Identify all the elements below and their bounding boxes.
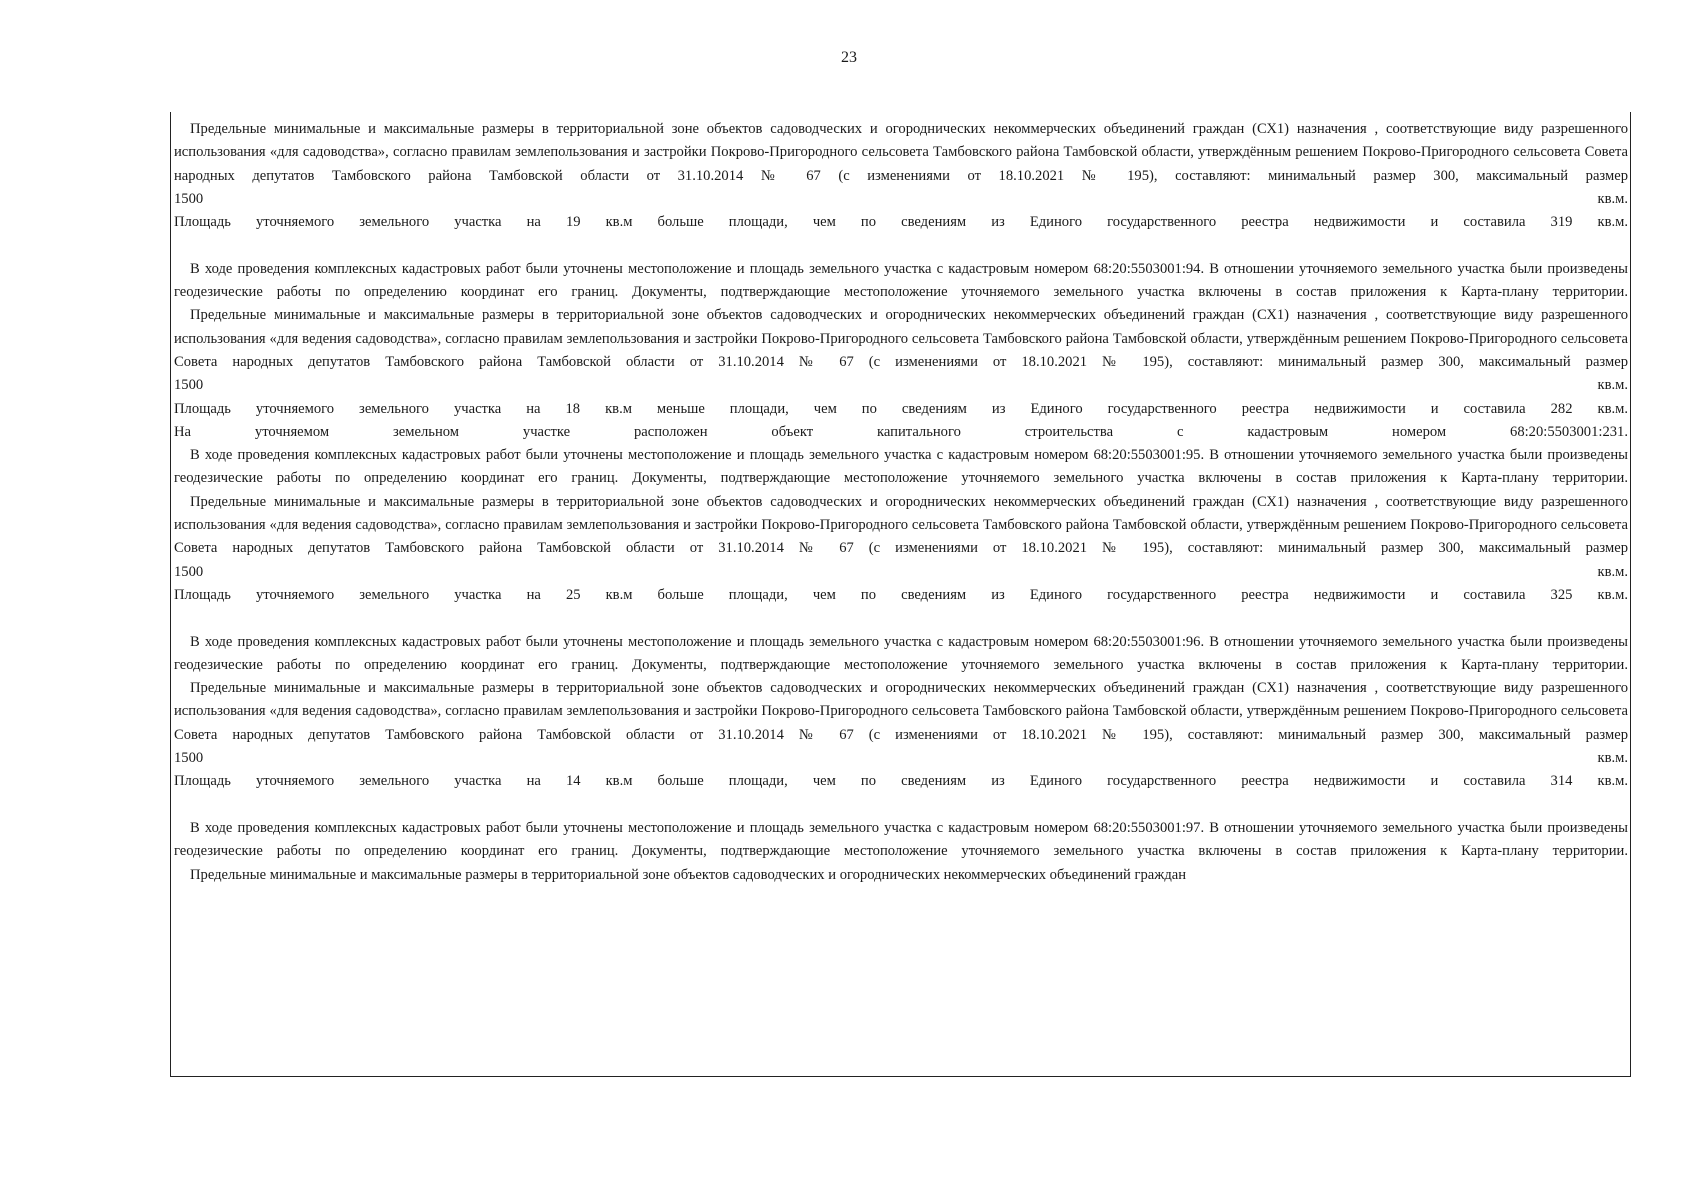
zone-size-paragraph: Предельные минимальные и максимальные размеры в территориальной зоне объектов садоводческих и огороднических некоммерческих объединений граждан (СХ1) назначения , соответствующие виду разрешенного использования «для ведения садоводства», согласно правилам землепользования и застройки Покрово-Пригородного сельсовета Тамбовского района Тамбовской области, утверждённым решением Покрово-Пригородного сельсовета Совета народных депутатов Тамбовского района Тамбовской области от 31.10.2014 № 67 (с изменениями от 18.10.2021 № 195), составляют: минимальный размер 300, максимальный размер bbox=[174, 307, 1628, 370]
cadastral-works-paragraph: В ходе проведения комплексных кадастровых работ были уточнены местоположение и площадь земельного участка с кадастровым номером 68:20:5503001:96. В отношении уточняемого земельного участка были произведены геодезические работы по определению координат его границ. Документы, подтверждающие местоположение уточняемого земельного участка включены в состав приложения к Карта-плану территории. bbox=[174, 633, 1628, 673]
zone-size-paragraph: Предельные минимальные и максимальные размеры в территориальной зоне объектов садоводческих и огороднических некоммерческих объединений граждан (СХ1) назначения , соответствующие виду разрешенного использования «для ведения садоводства», согласно правилам землепользования и застройки Покрово-Пригородного сельсовета Тамбовского района Тамбовской области, утверждённым решением Покрово-Пригородного сельсовета Совета народных депутатов Тамбовского района Тамбовской области от 31.10.2014 № 67 (с изменениями от 18.10.2021 № 195), составляют: минимальный размер 300, максимальный размер bbox=[174, 493, 1628, 557]
size-value: 1500 bbox=[174, 563, 204, 580]
cadastral-works-paragraph: В ходе проведения комплексных кадастровых работ были уточнены местоположение и площадь земельного участка с кадастровым номером 68:20:5503001:95. В отношении уточняемого земельного участка были произведены геодезические работы по определению координат его границ. Документы, подтверждающие местоположение уточняемого земельного участка включены в состав приложения к Карта-плану территории. bbox=[174, 447, 1628, 487]
size-unit: кв.м. bbox=[1597, 377, 1628, 394]
capital-object-paragraph: На уточняемом земельном участке расположен объект капитального строительства с кадастровым номером 68:20:5503001:231. bbox=[174, 423, 1628, 440]
document-text-frame bbox=[170, 112, 1631, 1077]
cadastral-works-paragraph: В ходе проведения комплексных кадастровых работ были уточнены местоположение и площадь земельного участка с кадастровым номером 68:20:5503001:94. В отношении уточняемого земельного участка были произведены геодезические работы по определению координат его границ. Документы, подтверждающие местоположение уточняемого земельного участка включены в состав приложения к Карта-плану территории. bbox=[174, 260, 1628, 301]
area-paragraph: Площадь уточняемого земельного участка на 19 кв.м больше площади, чем по сведениям из Единого государственного реестра недвижимости и составила 319 кв.м. bbox=[174, 214, 1628, 231]
size-range-line bbox=[174, 747, 1628, 770]
blank-line bbox=[174, 794, 1628, 817]
size-value: 1500 bbox=[174, 750, 204, 767]
zone-size-paragraph: Предельные минимальные и максимальные размеры в территориальной зоне объектов садоводческих и огороднических некоммерческих объединений граждан (СХ1) назначения , соответствующие виду разрешенного использования «для садоводства», согласно правилам землепользования и застройки Покрово-Пригородного сельсовета Тамбовского района Тамбовской области, утверждённым решением Покрово-Пригородного сельсовета Совета народных депутатов Тамбовского района Тамбовской области от 31.10.2014 № 67 (с изменениями от 18.10.2021 № 195), составляют: минимальный размер 300, максимальный размер bbox=[174, 121, 1628, 184]
size-value: 1500 bbox=[174, 190, 204, 207]
size-range-line bbox=[174, 561, 1628, 584]
area-paragraph: Площадь уточняемого земельного участка на 25 кв.м больше площади, чем по сведениям из Единого государственного реестра недвижимости и составила 325 кв.м. bbox=[174, 586, 1628, 603]
size-unit: кв.м. bbox=[1597, 190, 1628, 207]
size-unit: кв.м. bbox=[1597, 563, 1628, 580]
size-value: 1500 bbox=[174, 377, 204, 394]
zone-size-paragraph: Предельные минимальные и максимальные размеры в территориальной зоне объектов садоводческих и огороднических некоммерческих объединений граждан (СХ1) назначения , соответствующие виду разрешенного использования «для ведения садоводства», согласно правилам землепользования и застройки Покрово-Пригородного сельсовета Тамбовского района Тамбовской области, утверждённым решением Покрово-Пригородного сельсовета Совета народных депутатов Тамбовского района Тамбовской области от 31.10.2014 № 67 (с изменениями от 18.10.2021 № 195), составляют: минимальный размер 300, максимальный размер bbox=[174, 680, 1628, 743]
page-number: 23 bbox=[841, 49, 857, 66]
size-unit: кв.м. bbox=[1597, 750, 1628, 767]
size-range-line bbox=[174, 188, 1628, 211]
area-paragraph: Площадь уточняемого земельного участка на 14 кв.м больше площади, чем по сведениям из Единого государственного реестра недвижимости и составила 314 кв.м. bbox=[174, 773, 1628, 790]
zone-size-paragraph: Предельные минимальные и максимальные размеры в территориальной зоне объектов садоводческих и огороднических некоммерческих объединений граждан bbox=[190, 866, 1187, 883]
size-range-line bbox=[174, 374, 1628, 397]
blank-line bbox=[174, 607, 1628, 630]
cadastral-works-paragraph: В ходе проведения комплексных кадастровых работ были уточнены местоположение и площадь земельного участка с кадастровым номером 68:20:5503001:97. В отношении уточняемого земельного участка были произведены геодезические работы по определению координат его границ. Документы, подтверждающие местоположение уточняемого земельного участка включены в состав приложения к Карта-плану территории. bbox=[174, 819, 1628, 860]
area-paragraph: Площадь уточняемого земельного участка на 18 кв.м меньше площади, чем по сведениям из Единого государственного реестра недвижимости и составила 282 кв.м. bbox=[174, 400, 1628, 417]
blank-line bbox=[174, 234, 1628, 257]
